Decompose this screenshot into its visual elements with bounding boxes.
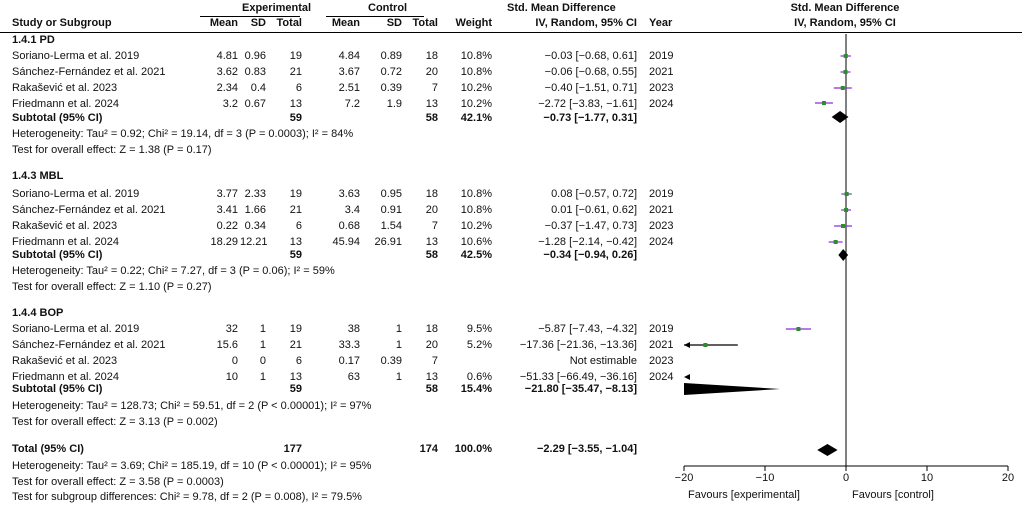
subtotal-label: Subtotal (95% CI) xyxy=(12,249,103,261)
c-total: 13 xyxy=(425,98,438,110)
total-label: Total (95% CI) xyxy=(12,443,84,455)
c-total: 13 xyxy=(425,371,438,383)
weight: 9.5% xyxy=(466,323,492,335)
overall-effect-text: Test for overall effect: Z = 1.38 (P = 0.17) xyxy=(12,144,212,156)
smd-ci: −0.37 [−1.47, 0.73] xyxy=(544,220,637,232)
c-mean: 7.2 xyxy=(344,98,360,110)
weight: 10.2% xyxy=(460,82,492,94)
weight: 10.2% xyxy=(460,98,492,110)
c-total: 13 xyxy=(425,236,438,248)
c-mean: 33.3 xyxy=(338,339,360,351)
weight: 10.8% xyxy=(460,50,492,62)
e-total: 13 xyxy=(289,371,302,383)
subtotal-diamond xyxy=(684,383,780,395)
c-sd: 0.95 xyxy=(380,188,402,200)
e-mean: 3.2 xyxy=(222,98,238,110)
e-total: 6 xyxy=(295,220,302,232)
smd-ci: −0.03 [−0.68, 0.61] xyxy=(544,50,637,62)
group-title: 1.4.4 BOP xyxy=(12,307,64,319)
year: 2021 xyxy=(649,339,674,351)
c-mean: 2.51 xyxy=(338,82,360,94)
smd-ci: −0.06 [−0.68, 0.55] xyxy=(544,66,637,78)
study-name: Friedmann et al. 2024 xyxy=(12,236,120,248)
c-total: 7 xyxy=(431,82,438,94)
e-mean: 3.41 xyxy=(216,204,238,216)
smd-ci: −0.34 [−0.94, 0.26] xyxy=(543,249,637,261)
c-mean: 0.68 xyxy=(338,220,360,232)
c-total: 18 xyxy=(425,50,438,62)
point-estimate xyxy=(844,208,848,212)
smd-ci: −1.28 [−2.14, −0.42] xyxy=(538,236,637,248)
plot-subtitle: IV, Random, 95% CI xyxy=(794,17,896,29)
study-name: Soriano-Lerma et al. 2019 xyxy=(12,323,140,335)
e-mean: 32 xyxy=(225,323,238,335)
x-tick-label: 20 xyxy=(1001,472,1015,484)
study-name: Soriano-Lerma et al. 2019 xyxy=(12,188,140,200)
e-sd: 1.66 xyxy=(244,204,266,216)
smd-ci: −2.29 [−3.55, −1.04] xyxy=(537,443,637,455)
e-mean: 18.29 xyxy=(210,236,238,248)
e-mean: 3.62 xyxy=(216,66,238,78)
smd-ci: −17.36 [−21.36, −13.36] xyxy=(519,339,637,351)
e-total: 59 xyxy=(289,249,302,261)
c-mean: 3.67 xyxy=(338,66,360,78)
weight: 42.1% xyxy=(460,112,492,124)
c-sd: 0.89 xyxy=(380,50,402,62)
year: 2021 xyxy=(649,204,674,216)
e-sd: 0.96 xyxy=(244,50,266,62)
point-estimate xyxy=(844,54,848,58)
weight: 10.6% xyxy=(460,236,492,248)
control-header: Control xyxy=(368,2,408,14)
c-total: 20 xyxy=(425,66,438,78)
ci-header: IV, Random, 95% CI xyxy=(535,17,637,29)
point-estimate xyxy=(834,240,838,244)
weight: 10.8% xyxy=(460,66,492,78)
e-sd: 1 xyxy=(259,339,266,351)
study-name: Rakašević et al. 2023 xyxy=(12,355,118,367)
c-mean: 3.63 xyxy=(338,188,360,200)
e-total: 21 xyxy=(289,66,302,78)
c-sd: 0.39 xyxy=(380,82,402,94)
study-name: Friedmann et al. 2024 xyxy=(12,98,120,110)
year: 2019 xyxy=(649,323,674,335)
e-mean: 2.34 xyxy=(216,82,238,94)
e-mean: 15.6 xyxy=(216,339,238,351)
c-sd: 1 xyxy=(395,339,402,351)
c-total: 18 xyxy=(425,188,438,200)
c-total: 18 xyxy=(425,323,438,335)
e-total: 19 xyxy=(289,188,302,200)
e-mean: 0.22 xyxy=(216,220,238,232)
e-total: 6 xyxy=(295,355,302,367)
point-estimate xyxy=(796,327,800,331)
year: 2024 xyxy=(649,371,674,383)
c-mean: 3.4 xyxy=(344,204,360,216)
weight-header: Weight xyxy=(455,17,492,29)
e-mean: 10 xyxy=(225,371,238,383)
subtotal-label: Subtotal (95% CI) xyxy=(12,112,103,124)
e-sd: 0.83 xyxy=(244,66,266,78)
c-mean: 38 xyxy=(347,323,360,335)
weight: 15.4% xyxy=(460,383,492,395)
c-total: 7 xyxy=(431,355,438,367)
e-sd: 12.21 xyxy=(240,236,268,248)
c-sd: 1 xyxy=(395,371,402,383)
c-sd: 1.9 xyxy=(386,98,402,110)
c-sd-header: SD xyxy=(386,17,402,29)
weight: 10.8% xyxy=(460,188,492,200)
subtotal-label: Subtotal (95% CI) xyxy=(12,383,103,395)
c-total: 7 xyxy=(431,220,438,232)
e-total: 6 xyxy=(295,82,302,94)
point-estimate xyxy=(841,224,845,228)
smd-ci: −0.73 [−1.77, 0.31] xyxy=(543,112,637,124)
e-total-header: Total xyxy=(276,17,302,29)
c-total-header: Total xyxy=(412,17,438,29)
year: 2024 xyxy=(649,236,674,248)
study-name: Friedmann et al. 2024 xyxy=(12,371,120,383)
e-sd: 1 xyxy=(259,371,266,383)
year: 2024 xyxy=(649,98,674,110)
smd-ci: −2.72 [−3.83, −1.61] xyxy=(538,98,637,110)
year-header: Year xyxy=(649,17,673,29)
c-sd: 0.39 xyxy=(380,355,402,367)
e-sd: 0.34 xyxy=(244,220,266,232)
c-mean: 0.17 xyxy=(338,355,360,367)
overall-effect-text: Test for overall effect: Z = 1.10 (P = 0.27) xyxy=(12,281,212,293)
c-sd: 0.91 xyxy=(380,204,402,216)
smd-header: Std. Mean Difference xyxy=(507,2,616,14)
weight: 0.6% xyxy=(466,371,492,383)
e-mean: 3.77 xyxy=(216,188,238,200)
e-total: 13 xyxy=(289,236,302,248)
smd-ci: 0.08 [−0.57, 0.72] xyxy=(551,188,637,200)
study-column-header: Study or Subgroup xyxy=(12,17,112,29)
e-total: 59 xyxy=(289,383,302,395)
year: 2023 xyxy=(649,82,674,94)
heterogeneity-text: Heterogeneity: Tau² = 0.22; Chi² = 7.27, df = 3 (P = 0.06); I² = 59% xyxy=(12,265,335,277)
smd-ci: −51.33 [−66.49, −36.16] xyxy=(519,371,637,383)
e-total: 177 xyxy=(283,443,302,455)
subgroup-differences-text: Test for subgroup differences: Chi² = 9.78, df = 2 (P = 0.008), I² = 79.5% xyxy=(12,491,362,503)
favours-experimental-label: Favours [experimental] xyxy=(688,489,800,501)
point-estimate xyxy=(844,70,848,74)
x-tick-label: −10 xyxy=(755,472,775,484)
point-estimate xyxy=(845,192,849,196)
c-sd: 1.54 xyxy=(380,220,402,232)
overall-effect-text: Test for overall effect: Z = 3.13 (P = 0.002) xyxy=(12,416,218,428)
year: 2019 xyxy=(649,50,674,62)
c-mean: 45.94 xyxy=(332,236,360,248)
heterogeneity-text: Heterogeneity: Tau² = 0.92; Chi² = 19.14, df = 3 (P = 0.0003); I² = 84% xyxy=(12,128,354,140)
smd-ci: 0.01 [−0.61, 0.62] xyxy=(551,204,637,216)
smd-ci: −5.87 [−7.43, −4.32] xyxy=(538,323,637,335)
e-sd: 0 xyxy=(259,355,266,367)
e-total: 59 xyxy=(289,112,302,124)
study-name: Rakašević et al. 2023 xyxy=(12,82,118,94)
heterogeneity-text: Heterogeneity: Tau² = 128.73; Chi² = 59.51, df = 2 (P < 0.00001); I² = 97% xyxy=(12,400,372,412)
heterogeneity-text: Heterogeneity: Tau² = 3.69; Chi² = 185.19, df = 10 (P < 0.00001); I² = 95% xyxy=(12,460,372,472)
weight: 10.2% xyxy=(460,220,492,232)
weight: 10.8% xyxy=(460,204,492,216)
plot-title: Std. Mean Difference xyxy=(790,2,900,14)
year: 2021 xyxy=(649,66,674,78)
x-tick-label: 10 xyxy=(920,472,934,484)
study-name: Sánchez-Fernández et al. 2021 xyxy=(12,339,166,351)
e-sd: 1 xyxy=(259,323,266,335)
favours-control-label: Favours [control] xyxy=(852,489,934,501)
study-name: Soriano-Lerma et al. 2019 xyxy=(12,50,140,62)
smd-ci: Not estimable xyxy=(569,355,637,367)
group-title: 1.4.3 MBL xyxy=(12,170,64,182)
experimental-header: Experimental xyxy=(242,2,312,14)
e-total: 19 xyxy=(289,323,302,335)
study-name: Rakašević et al. 2023 xyxy=(12,220,118,232)
year: 2023 xyxy=(649,220,674,232)
e-sd: 0.4 xyxy=(250,82,266,94)
weight: 5.2% xyxy=(466,339,492,351)
e-total: 19 xyxy=(289,50,302,62)
smd-ci: −0.40 [−1.51, 0.71] xyxy=(544,82,637,94)
e-sd-header: SD xyxy=(250,17,266,29)
c-mean: 4.84 xyxy=(338,50,360,62)
e-mean-header: Mean xyxy=(209,17,238,29)
x-tick-label: −20 xyxy=(674,472,694,484)
e-mean: 4.81 xyxy=(216,50,238,62)
e-sd: 2.33 xyxy=(244,188,266,200)
c-sd: 26.91 xyxy=(374,236,402,248)
c-total: 20 xyxy=(425,204,438,216)
c-total: 58 xyxy=(425,112,438,124)
total-diamond xyxy=(817,444,837,456)
c-total: 58 xyxy=(425,249,438,261)
subtotal-diamond xyxy=(838,249,848,261)
c-total: 58 xyxy=(425,383,438,395)
point-estimate xyxy=(822,101,826,105)
point-estimate xyxy=(703,343,707,347)
study-name: Sánchez-Fernández et al. 2021 xyxy=(12,66,166,78)
c-sd: 0.72 xyxy=(380,66,402,78)
year: 2023 xyxy=(649,355,674,367)
x-tick-label: 0 xyxy=(842,472,850,484)
e-mean: 0 xyxy=(231,355,238,367)
weight: 100.0% xyxy=(454,443,492,455)
c-total: 20 xyxy=(425,339,438,351)
group-title: 1.4.1 PD xyxy=(12,34,55,46)
smd-ci: −21.80 [−35.47, −8.13] xyxy=(524,383,637,395)
c-mean-header: Mean xyxy=(331,17,360,29)
e-total: 21 xyxy=(289,339,302,351)
point-estimate xyxy=(841,86,845,90)
study-name: Sánchez-Fernández et al. 2021 xyxy=(12,204,166,216)
e-sd: 0.67 xyxy=(244,98,266,110)
year: 2019 xyxy=(649,188,674,200)
ci-arrow-left xyxy=(684,374,690,380)
c-total: 174 xyxy=(419,443,438,455)
e-total: 21 xyxy=(289,204,302,216)
e-total: 13 xyxy=(289,98,302,110)
weight: 42.5% xyxy=(460,249,492,261)
overall-effect-text: Test for overall effect: Z = 3.58 (P = 0.0003) xyxy=(12,476,224,488)
c-mean: 63 xyxy=(347,371,360,383)
c-sd: 1 xyxy=(395,323,402,335)
ci-arrow-left xyxy=(684,342,690,348)
